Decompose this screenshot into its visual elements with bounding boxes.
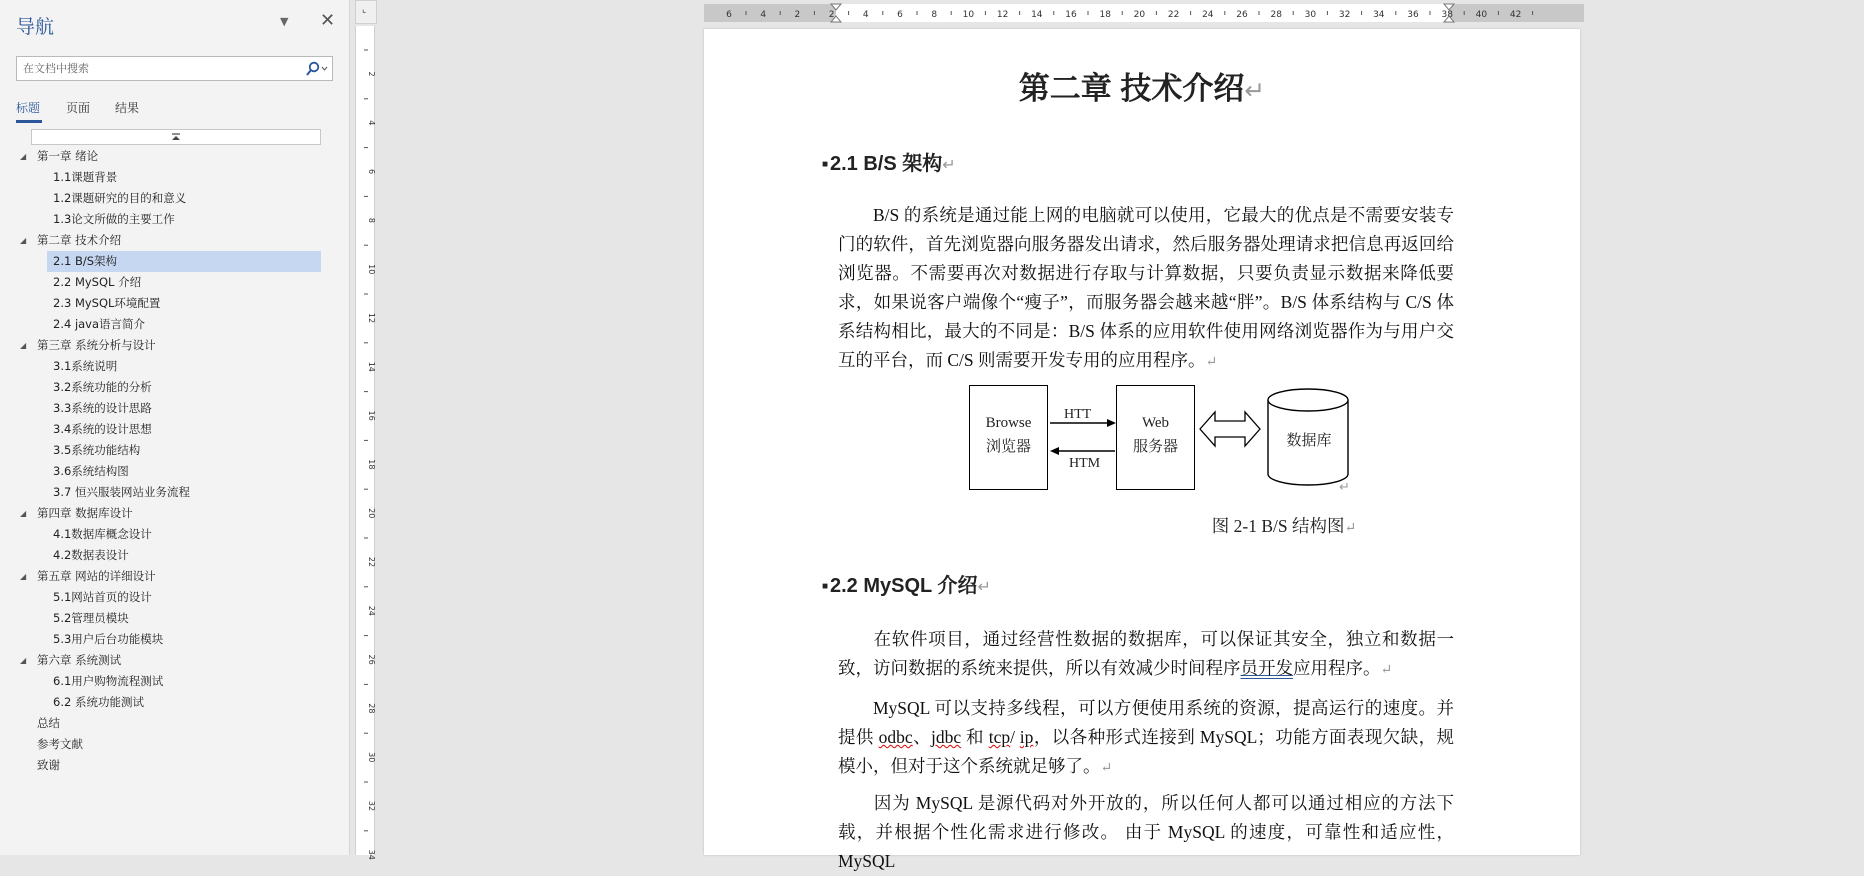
paragraph-mark-icon: ↵: [1380, 663, 1393, 678]
database-label: 数据库: [1286, 431, 1332, 449]
horizontal-ruler[interactable]: [704, 4, 1584, 22]
paragraph-text: 应用程序。: [1293, 658, 1381, 678]
outline-item[interactable]: [0, 335, 350, 356]
ruler-tick-label: 6: [367, 169, 376, 175]
collapse-up-icon: [171, 133, 181, 141]
ruler-tick-label: 34: [1373, 10, 1385, 20]
search-input[interactable]: [23, 59, 293, 78]
ruler-tick-label: 20: [367, 508, 376, 519]
database-cylinder-top: [1268, 389, 1348, 411]
outline-item[interactable]: [0, 734, 350, 755]
server-label-cn: 服务器: [1132, 439, 1178, 455]
ruler-tick-label: 28: [1270, 10, 1282, 20]
paragraph-text: ，以各种形式连接到 MySQL；功能方面表现欠缺，规模小，但对于这个系统就足够了。: [838, 727, 1455, 776]
outline-item[interactable]: [0, 356, 350, 377]
ruler-tick-label: 14: [367, 361, 376, 372]
outline-item[interactable]: [0, 503, 350, 524]
outline-item-label: 第四章 数据库设计: [37, 506, 133, 520]
outline-item[interactable]: [0, 545, 350, 566]
outline-item[interactable]: [0, 209, 350, 230]
outline-item[interactable]: [0, 146, 350, 167]
body-paragraph[interactable]: [838, 625, 1454, 685]
browser-label: Browse: [985, 415, 1032, 431]
paragraph-mark-icon: ↵: [1339, 480, 1350, 495]
outline-item-label: 致谢: [37, 758, 60, 772]
ruler-tick-label: 20: [1133, 10, 1146, 20]
document-page[interactable]: [704, 29, 1580, 871]
outline-item[interactable]: [0, 461, 350, 482]
paragraph-mark-icon: ↵: [1100, 761, 1113, 776]
outline-item-label: 5.3用户后台功能模块: [53, 632, 164, 646]
outline-item-label: 总结: [37, 716, 60, 730]
outline-item[interactable]: [0, 188, 350, 209]
ruler-tick-label: 24: [367, 605, 376, 616]
ruler-tick-label: 28: [367, 703, 376, 714]
ruler-tick-label: 2: [828, 10, 835, 20]
outline-item-label: 3.6系统结构图: [53, 464, 129, 478]
body-paragraph[interactable]: [838, 201, 1454, 377]
ruler-tick-label: 40: [1475, 10, 1488, 20]
ruler-tick-label: 8: [931, 10, 938, 20]
outline-item[interactable]: [0, 230, 350, 251]
spelling-flagged-word[interactable]: jdbc: [931, 727, 962, 747]
outline-item-label: 6.2 系统功能测试: [53, 695, 144, 709]
html-label: HTM: [1069, 456, 1101, 471]
ruler-tick-label: 32: [367, 800, 376, 812]
paragraph-text: 和: [961, 727, 989, 747]
outline-item[interactable]: [0, 272, 350, 293]
outline-item-label: 参考文献: [37, 737, 83, 751]
outline-item-label: 6.1用户购物流程测试: [53, 674, 164, 688]
ruler-tick-label: 14: [1031, 10, 1043, 20]
outline-item[interactable]: [0, 755, 350, 776]
tab-headings[interactable]: 标题: [16, 101, 41, 115]
grammar-flagged-text[interactable]: 员开发: [1240, 658, 1293, 678]
outline-item-label: 3.5系统功能结构: [53, 443, 141, 457]
ruler-tick-label: 26: [1236, 10, 1248, 20]
body-paragraph[interactable]: [838, 789, 1454, 876]
outline-item-label: 1.1课题背景: [53, 170, 118, 184]
body-paragraph[interactable]: [838, 694, 1454, 783]
ruler-tick-label: 24: [1202, 10, 1214, 20]
outline-item[interactable]: [0, 629, 350, 650]
ruler-tick-label: 6: [726, 10, 732, 20]
expand-triangle-icon[interactable]: ◢: [20, 152, 27, 161]
ruler-tick-label: 16: [1065, 10, 1077, 20]
ruler-tick-label: 34: [367, 849, 376, 860]
ruler-tick-label: 36: [1407, 10, 1419, 20]
ruler-tick-label: 42: [1509, 10, 1522, 20]
spelling-flagged-word[interactable]: tcp: [988, 727, 1011, 747]
ruler-tick-label: 4: [367, 120, 376, 126]
bs-architecture-diagram[interactable]: [969, 385, 1349, 501]
search-icon[interactable]: [305, 61, 329, 77]
ruler-tick-label: 18: [1099, 10, 1111, 20]
ruler-tick-label: 12: [996, 10, 1009, 20]
outline-item-label: 3.3系统的设计思路: [53, 401, 152, 415]
outline-item-label: 5.1网站首页的设计: [53, 590, 152, 604]
section-heading[interactable]: [822, 147, 956, 176]
outline-item-label: 第五章 网站的详细设计: [37, 569, 156, 583]
ruler-tick-label: 4: [760, 10, 767, 20]
double-arrow: [1200, 412, 1260, 446]
outline-item[interactable]: [0, 524, 350, 545]
ruler-tick-label: 8: [367, 217, 376, 223]
expand-triangle-icon[interactable]: ◢: [20, 509, 27, 518]
response-arrowhead: [1050, 447, 1059, 455]
outline-item-label: 第三章 系统分析与设计: [37, 338, 156, 352]
ruler-tick-label: 18: [367, 459, 376, 470]
expand-triangle-icon[interactable]: ◢: [20, 572, 27, 581]
outline-item[interactable]: [0, 314, 350, 335]
vertical-ruler[interactable]: [355, 26, 376, 860]
ruler-tick-label: 26: [367, 654, 376, 665]
heading-outline: [0, 146, 350, 776]
figure-caption-text: 图 2-1 B/S 结构图: [1211, 516, 1345, 536]
browser-label-cn: 浏览器: [985, 439, 1031, 455]
paragraph-text: B/S 的系统是通过能上网的电脑就可以使用，它最大的优点是不需要安装专门的软件，首先浏览器向服务器发出请求，然后服务器处理请求把信息再返回给浏览器。不需要再次对数据进行存取与计算数据，只要负责显示数据来降低要求，如果说客户端像个“瘦子”，而服务器会越来越“胖”。B/S 体系结构与 C/S 体系结构相比，最大的不同是：B/S 体系的应用软件使用网络浏览器作为与用户交互的平台，而 C/S 则需要开发专用的应用程序。: [838, 205, 1454, 370]
figure-caption[interactable]: [704, 513, 1864, 538]
outline-item-label: 3.2系统功能的分析: [53, 380, 152, 394]
outline-item-label: 第一章 绪论: [37, 149, 99, 163]
outline-item-label: 4.1数据库概念设计: [53, 527, 152, 541]
ruler-tick-label: 16: [367, 410, 376, 421]
ruler-tick-label: 10: [962, 10, 975, 20]
http-label: HTT: [1064, 407, 1092, 422]
outline-item-label: 第二章 技术介绍: [37, 233, 122, 247]
ruler-tick-label: 22: [1167, 10, 1180, 20]
tab-stop-icon: ⌞: [362, 5, 367, 15]
ruler-tick-label: 38: [1441, 10, 1453, 20]
spelling-flagged-word[interactable]: odbc: [878, 727, 913, 747]
spelling-flagged-word[interactable]: ip: [1019, 727, 1034, 747]
paragraph-text: /: [1010, 727, 1020, 747]
outline-item[interactable]: [0, 482, 350, 503]
paragraph-text: 因为 MySQL 是源代码对外开放的，所以任何人都可以通过相应的方法下载，并根据个性化需求进行修改。 由于 MySQL 的速度，可靠性和适应性，MySQL: [838, 793, 1454, 871]
paragraph-text: 、: [912, 727, 932, 747]
outline-item[interactable]: [0, 440, 350, 461]
tab-selector-button[interactable]: [355, 0, 377, 24]
expand-triangle-icon[interactable]: ◢: [20, 656, 27, 665]
nav-title: 导航: [16, 16, 55, 38]
ruler-tick-label: 10: [367, 264, 376, 275]
paragraph-mark-icon: ↵: [942, 157, 956, 174]
outline-item-label: 5.2管理员模块: [53, 611, 129, 625]
heading-bullet-icon: ■: [822, 159, 829, 170]
section-heading-text: 2.2 MySQL 介绍: [830, 575, 978, 597]
ruler-tick-label: 2: [367, 71, 376, 77]
outline-item-label: 1.2课题研究的目的和意义: [53, 191, 187, 205]
outline-item[interactable]: [0, 650, 350, 671]
expand-triangle-icon[interactable]: ◢: [20, 236, 27, 245]
section-heading-text: 2.1 B/S 架构: [830, 153, 943, 175]
chapter-title-text: 第二章 技术介绍: [1018, 71, 1245, 106]
ruler-tick-label: 4: [862, 10, 869, 20]
outline-item[interactable]: [0, 671, 350, 692]
outline-item[interactable]: [0, 419, 350, 440]
ruler-tick-label: 22: [367, 556, 376, 568]
paragraph-text: MySQL 可以支持多线程，可以方便使用系统的资源，提高运行的速度。并提供: [838, 698, 1454, 747]
paragraph-mark-icon: ↵: [1205, 355, 1218, 370]
outline-item[interactable]: [0, 692, 350, 713]
outline-item-label: 3.7 恒兴服装网站业务流程: [53, 485, 190, 499]
heading-bullet-icon: ■: [822, 581, 829, 592]
outline-item-label: 4.2数据表设计: [53, 548, 129, 562]
outline-item[interactable]: [0, 377, 350, 398]
outline-item[interactable]: [0, 587, 350, 608]
outline-item-label: 2.3 MySQL环境配置: [53, 296, 161, 310]
outline-item-label: 2.4 java语言简介: [53, 317, 146, 331]
outline-item[interactable]: [0, 713, 350, 734]
outline-item-label: 第六章 系统测试: [37, 653, 122, 667]
ruler-tick-label: 30: [367, 752, 376, 763]
tab-results[interactable]: 结果: [115, 101, 140, 115]
outline-item[interactable]: [0, 566, 350, 587]
ruler-tick-label: 2: [794, 10, 801, 20]
outline-item[interactable]: [0, 608, 350, 629]
scroll-up-bar[interactable]: [31, 129, 321, 145]
paragraph-mark-icon: ↵: [1244, 78, 1266, 105]
ruler-tick-label: 32: [1338, 10, 1351, 20]
outline-item[interactable]: [0, 293, 350, 314]
active-tab-indicator: [16, 120, 42, 123]
outline-item-label: 3.4系统的设计思想: [53, 422, 152, 436]
outline-item-label: 3.1系统说明: [53, 359, 118, 373]
outline-item-label: 1.3论文所做的主要工作: [53, 212, 175, 226]
outline-item[interactable]: [0, 167, 350, 188]
paragraph-text: 在软件项目，通过经营性数据的数据库，可以保证其安全，独立和数据一致，访问数据的系统来提供，所以有效减少时间程序: [838, 629, 1454, 678]
outline-item-selected[interactable]: [0, 251, 350, 272]
paragraph-mark-icon: ↵: [1344, 521, 1357, 536]
chapter-title[interactable]: [704, 63, 1580, 108]
ruler-tick-label: 12: [367, 312, 376, 324]
request-arrowhead: [1107, 419, 1116, 427]
outline-item[interactable]: [0, 398, 350, 419]
ruler-tick-label: 30: [1304, 10, 1317, 20]
paragraph-mark-icon: ↵: [977, 579, 991, 596]
section-heading[interactable]: [822, 569, 991, 598]
expand-triangle-icon[interactable]: ◢: [20, 341, 27, 350]
nav-search-box[interactable]: [16, 56, 333, 81]
outline-item-label: 2.2 MySQL 介绍: [53, 275, 142, 289]
outline-item-label: 2.1 B/S架构: [53, 254, 118, 268]
nav-options-chevron-icon[interactable]: ▼: [280, 15, 289, 28]
ruler-tick-label: 6: [897, 10, 903, 20]
tab-pages[interactable]: 页面: [66, 101, 91, 115]
nav-close-icon[interactable]: ✕: [320, 10, 336, 31]
server-label: Web: [1141, 415, 1170, 431]
navigation-pane: [0, 0, 350, 855]
